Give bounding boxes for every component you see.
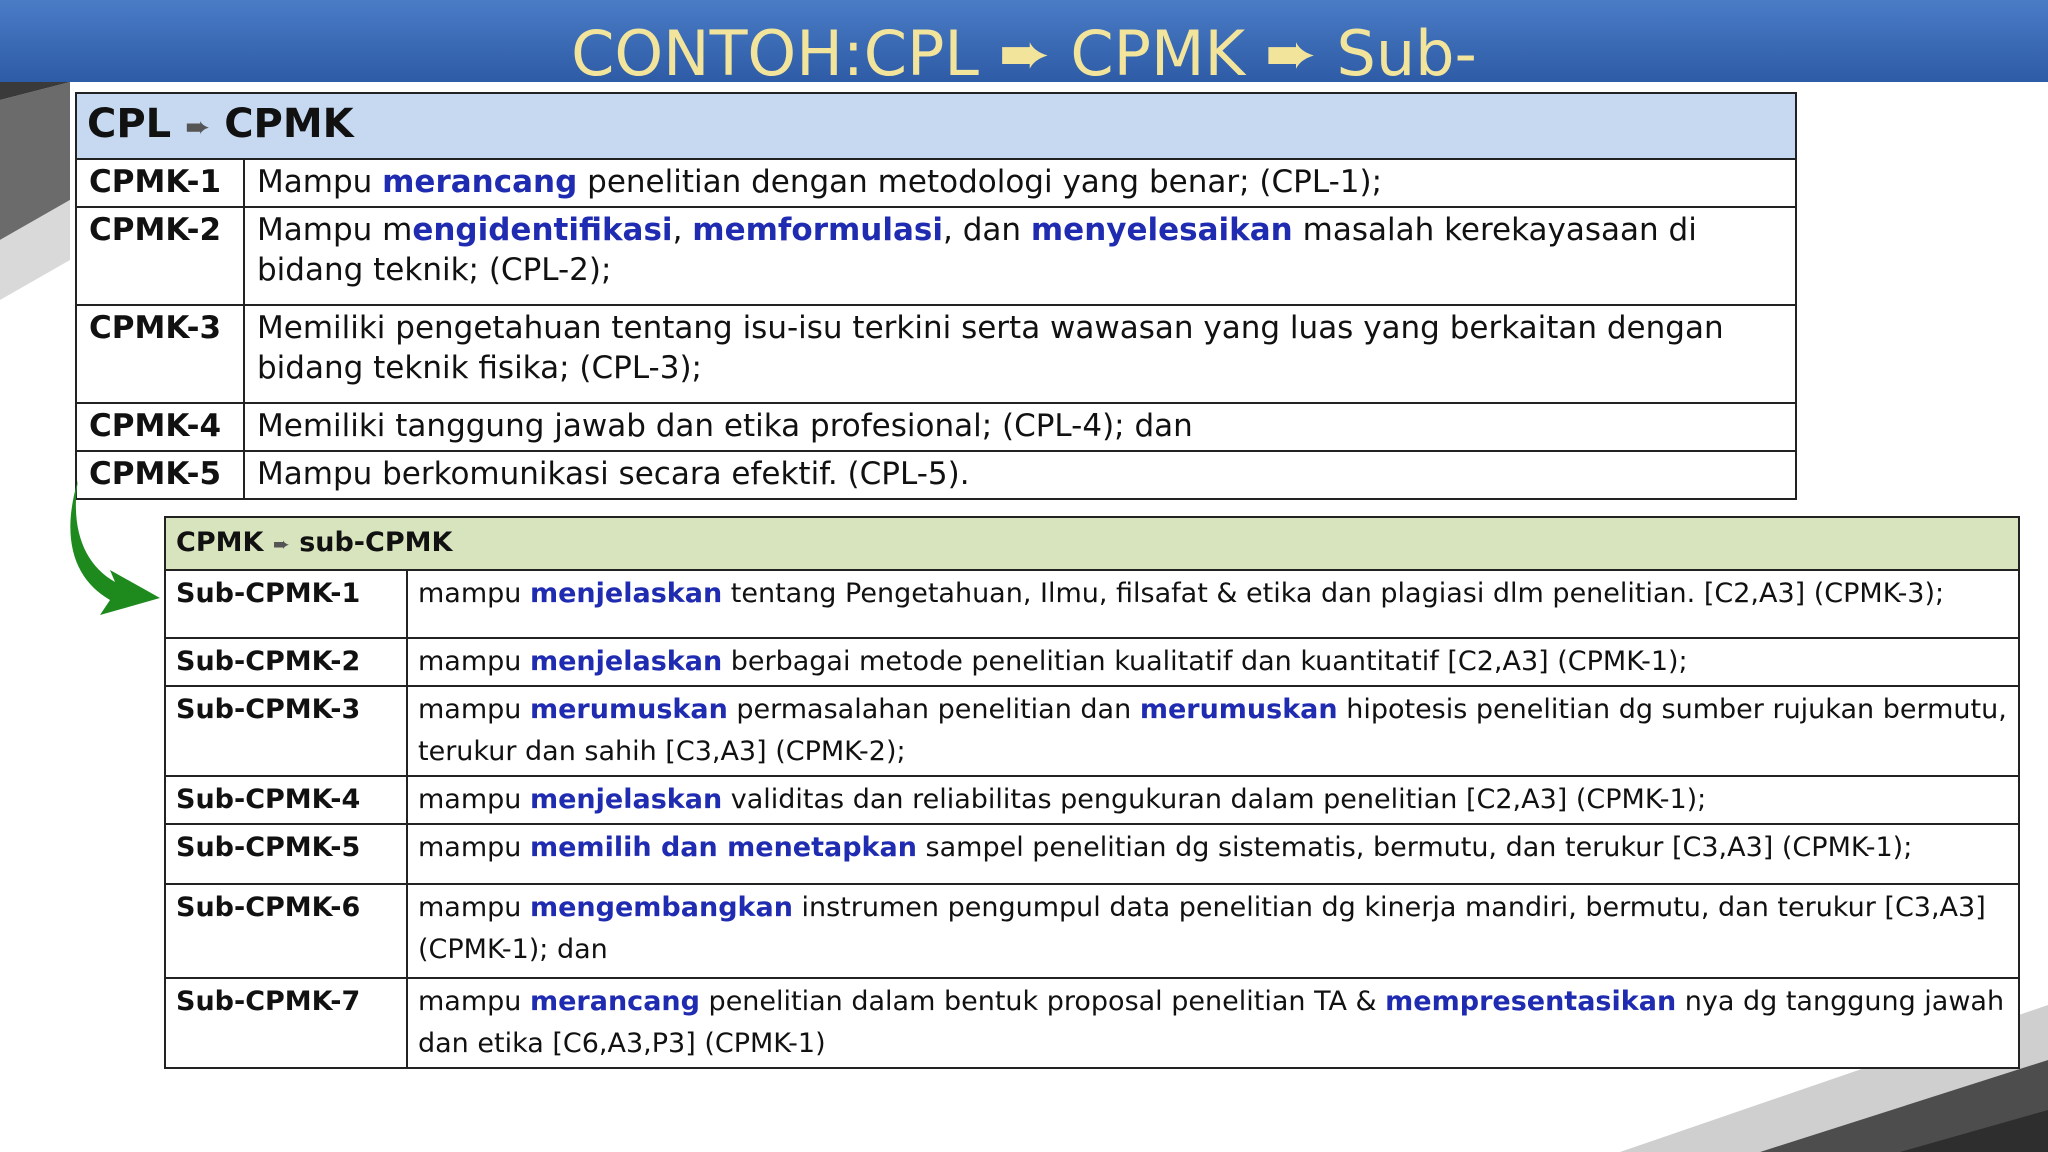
- table-row: [165, 638, 2019, 686]
- table-row: [76, 305, 1796, 403]
- subcpmk-description: mampu mengembangkan instrumen pengumpul data penelitian dg kinerja mandiri, bermutu, dan terukur [C3,A3] (CPMK-1); dan: [407, 884, 2019, 978]
- subcpmk-description: mampu merancang penelitian dalam bentuk proposal penelitian TA & mempresentasikan nya dg tanggung jawah dan etika [C6,A3,P3] (CPMK-1): [407, 978, 2019, 1068]
- header-cpl-label: CPL: [87, 101, 172, 147]
- keyword: merumuskan: [529, 694, 728, 725]
- cpmk-subcpmk-table: [164, 516, 2020, 1069]
- cpmk-code: CPMK-4: [76, 403, 244, 451]
- table-row: [165, 776, 2019, 824]
- keyword: memilih dan menetapkan: [529, 832, 917, 863]
- table-row: [76, 403, 1796, 451]
- table-row: [76, 451, 1796, 499]
- keyword: engidentifikasi: [412, 212, 673, 248]
- subcpmk-code: Sub-CPMK-1: [165, 570, 407, 638]
- cpmk-subcpmk-table-header: [165, 517, 2019, 570]
- subcpmk-description: mampu menjelaskan berbagai metode penelitian kualitatif dan kuantitatif [C2,A3] (CPMK-1);: [407, 638, 2019, 686]
- subcpmk-code: Sub-CPMK-6: [165, 884, 407, 978]
- keyword: merumuskan: [1139, 694, 1338, 725]
- cpl-cpmk-table-header: [76, 93, 1796, 159]
- keyword: menyelesaikan: [1030, 212, 1293, 248]
- table-row: [165, 824, 2019, 884]
- arrow-right-icon: ➨: [272, 532, 290, 556]
- cpmk-description: Memiliki pengetahuan tentang isu-isu terkini serta wawasan yang luas yang berkaitan dengan bidang teknik fisika; (CPL-3);: [244, 305, 1796, 403]
- table-row: [165, 686, 2019, 776]
- table-row: [165, 884, 2019, 978]
- arrow-right-icon: ➨: [185, 110, 211, 145]
- cpmk-code: CPMK-3: [76, 305, 244, 403]
- subcpmk-description: mampu memilih dan menetapkan sampel penelitian dg sistematis, bermutu, dan terukur [C3,A3] (CPMK-1);: [407, 824, 2019, 884]
- title-container: [0, 0, 2048, 82]
- slide-title: CONTOH:CPL ➨ CPMK ➨ Sub-: [571, 17, 1477, 82]
- subcpmk-code: Sub-CPMK-3: [165, 686, 407, 776]
- keyword: menjelaskan: [529, 578, 723, 609]
- subcpmk-code: Sub-CPMK-2: [165, 638, 407, 686]
- keyword: mengembangkan: [529, 892, 793, 923]
- table-row: [76, 207, 1796, 305]
- keyword: memformulasi: [692, 212, 943, 248]
- subcpmk-code: Sub-CPMK-5: [165, 824, 407, 884]
- keyword: mempresentasikan: [1385, 986, 1677, 1017]
- table-row: [76, 159, 1796, 207]
- cpl-cpmk-table: [75, 92, 1797, 500]
- cpmk-description: Mampu merancang penelitian dengan metodologi yang benar; (CPL-1);: [244, 159, 1796, 207]
- subcpmk-code: Sub-CPMK-7: [165, 978, 407, 1068]
- header-cpmk-label: CPMK: [176, 527, 264, 558]
- cpmk-description: Mampu mengidentifikasi, memformulasi, dan menyelesaikan masalah kerekayasaan di bidang teknik; (CPL-2);: [244, 207, 1796, 305]
- cpmk-code: CPMK-1: [76, 159, 244, 207]
- table-row: [165, 978, 2019, 1068]
- keyword: merancang: [382, 164, 578, 200]
- subcpmk-code: Sub-CPMK-4: [165, 776, 407, 824]
- curved-arrow-icon: [60, 470, 170, 620]
- subcpmk-description: mampu menjelaskan tentang Pengetahuan, Ilmu, filsafat & etika dan plagiasi dlm penelitian. [C2,A3] (CPMK-3);: [407, 570, 2019, 638]
- cpmk-description: Mampu berkomunikasi secara efektif. (CPL-5).: [244, 451, 1796, 499]
- keyword: menjelaskan: [529, 784, 723, 815]
- subcpmk-description: mampu merumuskan permasalahan penelitian dan merumuskan hipotesis penelitian dg sumber rujukan bermutu, terukur dan sahih [C3,A3] (CPMK-2);: [407, 686, 2019, 776]
- subcpmk-description: mampu menjelaskan validitas dan reliabilitas pengukuran dalam penelitian [C2,A3] (CPMK-1);: [407, 776, 2019, 824]
- header-subcpmk-label: sub-CPMK: [299, 527, 453, 558]
- keyword: merancang: [529, 986, 700, 1017]
- header-cpmk-label: CPMK: [224, 101, 354, 147]
- cpmk-code: CPMK-5: [76, 451, 244, 499]
- table-row: [165, 570, 2019, 638]
- cpmk-code: CPMK-2: [76, 207, 244, 305]
- cpmk-description: Memiliki tanggung jawab dan etika profesional; (CPL-4); dan: [244, 403, 1796, 451]
- keyword: menjelaskan: [529, 646, 723, 677]
